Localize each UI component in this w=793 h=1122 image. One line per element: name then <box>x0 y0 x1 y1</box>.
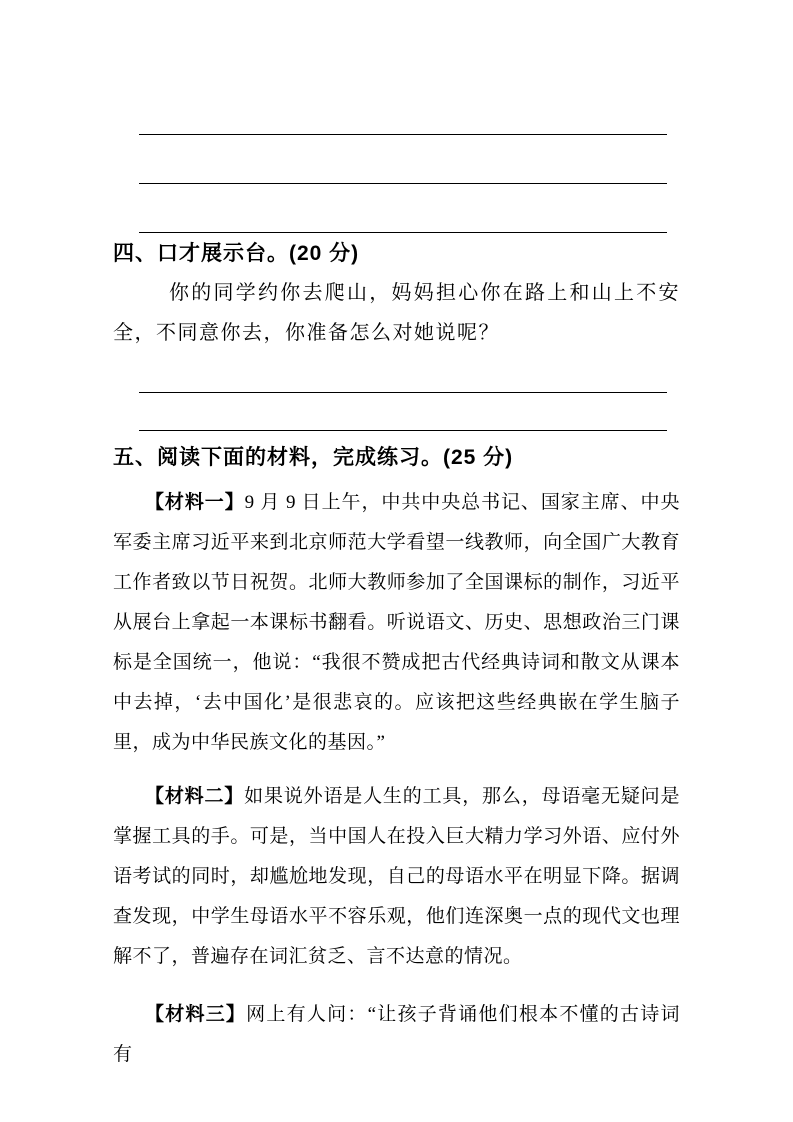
answer-line <box>139 393 667 431</box>
material-2-text: 如果说外语是人生的工具，那么，母语毫无疑问是掌握工具的手。可是，当中国人在投入巨大精力学习外语、应付外语考试的同时，却尴尬地发现，自己的母语水平在明显下降。据调查发现，中学生母语水平不容乐观，他们连深奥一点的现代文也理解不了，普遍存在词汇贫乏、言不达意的情况。 <box>113 786 680 967</box>
answer-blanks-section4 <box>113 353 680 431</box>
section4-prompt: 你的同学约你去爬山，妈妈担心你在路上和山上不安全，不同意你去，你准备怎么对她说呢？ <box>113 282 680 344</box>
answer-line <box>139 353 667 393</box>
material-3-paragraph <box>113 995 680 1075</box>
answer-line <box>139 184 667 233</box>
section4-heading: 四、口才展示台。(20 分) <box>113 242 360 265</box>
material-1-text: 9 月 9 日上午，中共中央总书记、国家主席、中央军委主席习近平来到北京师范大学看望一线教师，向全国广大教育工作者致以节日祝贺。北师大教师参加了全国课标的制作，习近平从展台上拿起一本课标书翻看。听说语文、历史、思想政治三门课标是全国统一，他说：“我很不赞成把古代经典诗词和散文从课本中去掉，‘去中国化’是很悲哀的。应该把这些经典嵌在学生脑子里，成为中华民族文化的基因。” <box>113 492 680 753</box>
material-1-paragraph <box>113 483 680 763</box>
material-2-paragraph <box>113 777 680 977</box>
material-3-label: 【材料三】 <box>145 1004 247 1025</box>
material-2-label: 【材料二】 <box>145 786 245 807</box>
material-3-text: 网上有人问：“让孩子背诵他们根本不懂的古诗词有 <box>113 1004 680 1065</box>
answer-line <box>139 135 667 184</box>
material-1-label: 【材料一】 <box>145 492 245 513</box>
section5-heading: 五、阅读下面的材料，完成练习。(25 分) <box>113 446 514 469</box>
answer-blanks-top <box>113 86 680 233</box>
answer-line <box>139 86 667 135</box>
